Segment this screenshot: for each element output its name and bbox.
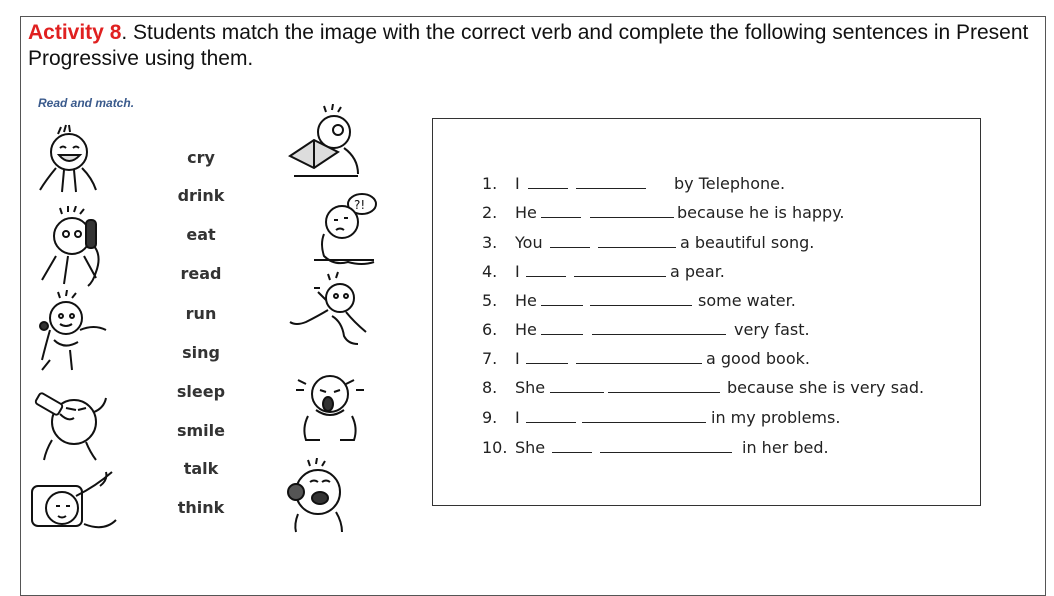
sentence-subject: She (515, 438, 546, 457)
answer-blank-aux[interactable] (541, 305, 583, 306)
sentence-subject: He (515, 291, 537, 310)
verb-drink: drink (177, 186, 225, 205)
answer-blank-aux[interactable] (550, 392, 604, 393)
sentence-number: 5. (482, 291, 498, 310)
running-figure-icon (288, 270, 372, 350)
sentence-subject: I (515, 349, 520, 368)
sentence-number: 6. (482, 320, 498, 339)
reading-figure-icon (286, 104, 370, 184)
answer-blank-verb[interactable] (576, 363, 702, 364)
sentence-number: 4. (482, 262, 498, 281)
sentence-subject: I (515, 262, 520, 281)
answer-blank-aux[interactable] (526, 422, 576, 423)
activity-instructions: . Students match the image with the correct verb and complete the following sentences in Present Progressive using them. (28, 21, 1029, 70)
sentence-rest: a beautiful song. (680, 233, 815, 252)
sentence-rest: because he is happy. (677, 203, 845, 222)
answer-blank-aux[interactable] (552, 452, 592, 453)
sentence-number: 8. (482, 378, 498, 397)
answer-blank-aux[interactable] (541, 217, 581, 218)
sentence-subject: I (515, 174, 520, 193)
sentence-10 (482, 438, 962, 458)
sentence-6 (482, 320, 962, 340)
telephone-figure-icon (38, 206, 110, 288)
sentence-subject: She (515, 378, 546, 397)
answer-blank-aux[interactable] (550, 247, 590, 248)
sentence-number: 9. (482, 408, 498, 427)
sentence-5 (482, 291, 962, 311)
sentence-number: 10. (482, 438, 508, 457)
verb-sing: sing (182, 343, 220, 362)
answer-blank-verb[interactable] (592, 334, 726, 335)
sentence-number: 3. (482, 233, 498, 252)
verb-sleep: sleep (176, 382, 226, 401)
sentence-number: 2. (482, 203, 498, 222)
read-and-match-label: Read and match. (38, 96, 135, 110)
verb-read: read (180, 264, 222, 283)
sentence-rest: in my problems. (711, 408, 841, 427)
thinking-bubble-text: ?! (354, 198, 366, 212)
sentence-subject: He (515, 203, 537, 222)
answer-blank-aux[interactable] (528, 188, 568, 189)
verb-smile: smile (176, 421, 225, 440)
sleeping-figure-icon (28, 466, 124, 542)
verb-think: think (177, 498, 225, 517)
answer-blank-verb[interactable] (576, 188, 646, 189)
sentence-rest: some water. (698, 291, 796, 310)
sentence-rest: because she is very sad. (727, 378, 925, 397)
sentence-subject: I (515, 408, 520, 427)
sentence-rest: in her bed. (742, 438, 829, 457)
sentence-number: 7. (482, 349, 498, 368)
sentence-rest: a pear. (670, 262, 725, 281)
sentence-7 (482, 349, 962, 369)
answer-blank-aux[interactable] (526, 363, 568, 364)
crying-figure-icon (288, 366, 372, 444)
answer-blank-aux[interactable] (541, 334, 583, 335)
answer-blank-verb[interactable] (600, 452, 732, 453)
answer-blank-verb[interactable] (608, 392, 720, 393)
smiling-figure-icon (36, 124, 106, 196)
sentence-rest: a good book. (706, 349, 810, 368)
verb-talk: talk (183, 459, 219, 478)
answer-blank-verb[interactable] (598, 247, 676, 248)
sentence-3 (482, 233, 962, 253)
thinking-figure-icon (306, 190, 386, 272)
pointing-figure-icon (30, 290, 110, 372)
sentence-2 (482, 203, 962, 223)
sentence-rest: very fast. (734, 320, 810, 339)
answer-blank-verb[interactable] (590, 305, 692, 306)
answer-blank-aux[interactable] (526, 276, 566, 277)
sentence-1 (482, 174, 962, 194)
drinking-figure-icon (30, 378, 110, 462)
sentence-rest: by Telephone. (674, 174, 786, 193)
eating-figure-icon (274, 458, 358, 536)
sentence-subject: You (515, 233, 543, 252)
verb-run: run (185, 304, 217, 323)
answer-blank-verb[interactable] (590, 217, 674, 218)
activity-heading (28, 20, 1038, 72)
sentence-subject: He (515, 320, 537, 339)
sentence-9 (482, 408, 962, 428)
verb-cry: cry (187, 148, 215, 167)
sentence-number: 1. (482, 174, 498, 193)
activity-number: Activity 8 (28, 21, 122, 44)
answer-blank-verb[interactable] (582, 422, 706, 423)
answer-blank-verb[interactable] (574, 276, 666, 277)
sentence-4 (482, 262, 962, 282)
sentence-8 (482, 378, 962, 398)
verb-eat: eat (186, 225, 216, 244)
